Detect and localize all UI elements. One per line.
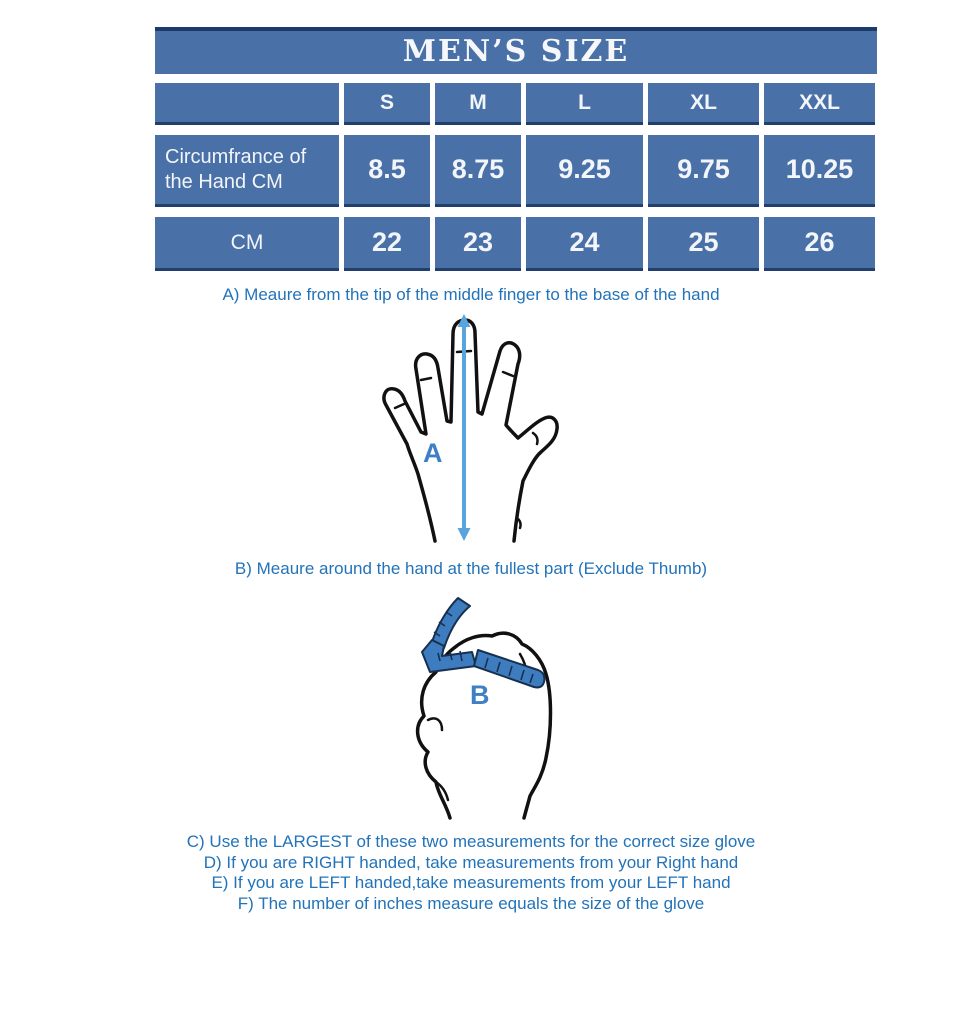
fist-circumference-diagram: [392, 590, 572, 828]
size-header-xl: XL: [648, 83, 759, 125]
size-header-l: L: [526, 83, 643, 125]
diagram-a-label: A: [423, 438, 443, 468]
instruction-c: C) Use the LARGEST of these two measurements for the correct size glove: [186, 832, 756, 851]
circumference-value-s: 8.5: [344, 135, 430, 207]
instruction-a: A) Meaure from the tip of the middle finger to the base of the hand: [222, 285, 720, 304]
size-grid: [155, 83, 877, 271]
cm-value-m: 23: [435, 217, 521, 271]
instruction-b: B) Meaure around the hand at the fullest part (Exclude Thumb): [234, 559, 708, 578]
size-header-m: M: [435, 83, 521, 125]
instruction-e: E) If you are LEFT handed,take measurements from your LEFT hand: [211, 873, 731, 892]
table-title: MEN’S SIZE: [155, 27, 877, 74]
mens-size-table: [155, 27, 877, 271]
instruction-d: D) If you are RIGHT handed, take measurements from your Right hand: [203, 852, 739, 872]
diagram-b-label: B: [470, 680, 490, 710]
cm-value-xl: 25: [648, 217, 759, 271]
circumference-value-l: 9.25: [526, 135, 643, 207]
size-header-s: S: [344, 83, 430, 125]
row-label-circumference: Circumfrance of the Hand CM: [155, 135, 339, 207]
row-label-cm: CM: [155, 217, 339, 271]
size-header-xxl: XXL: [764, 83, 875, 125]
circumference-value-xl: 9.75: [648, 135, 759, 207]
open-hand-icon: [384, 320, 557, 541]
instruction-f: F) The number of inches measure equals the size of the glove: [237, 893, 705, 913]
instructions-c-to-f: [0, 832, 942, 914]
corner-cell: [155, 83, 339, 125]
circumference-value-m: 8.75: [435, 135, 521, 207]
circumference-value-xxl: 10.25: [764, 135, 875, 207]
cm-value-s: 22: [344, 217, 430, 271]
cm-value-xxl: 26: [764, 217, 875, 271]
cm-value-l: 24: [526, 217, 643, 271]
hand-length-diagram: [371, 312, 561, 544]
